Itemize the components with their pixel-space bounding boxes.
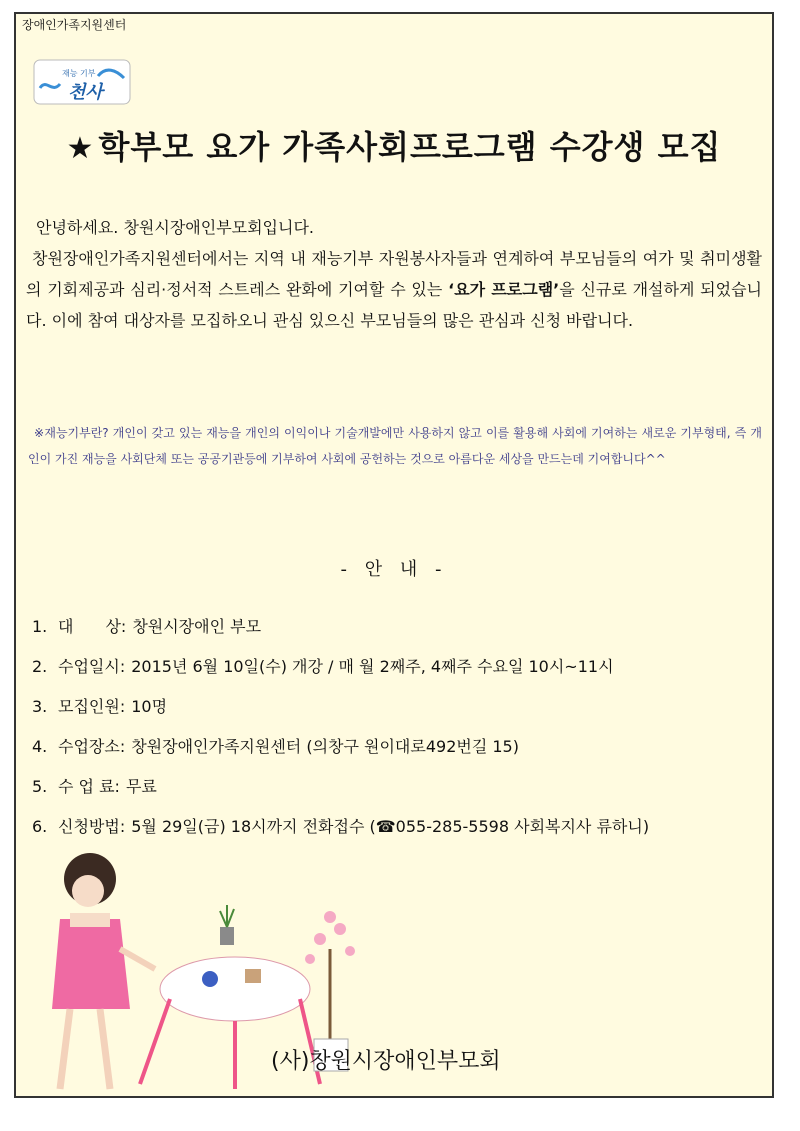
info-item-label: 대 상: <box>58 617 127 636</box>
greeting-text: 안녕하세요. 창원시장애인부모회입니다. <box>36 218 315 237</box>
info-item <box>32 770 762 810</box>
flyer-page <box>14 12 774 1098</box>
info-item-number: 3. <box>32 697 48 716</box>
svg-text:천사: 천사 <box>68 82 103 103</box>
title-text: 학부모 요가 가족사회프로그램 수강생 모집 <box>98 128 722 166</box>
info-section-title: - 안 내 - <box>340 559 448 580</box>
info-item-value: 무료 <box>125 777 157 796</box>
info-item-value: 창원장애인가족지원센터 (의창구 원이대로492번길 15) <box>131 737 519 756</box>
info-item-label: 모집인원: <box>58 697 126 716</box>
info-item-number: 2. <box>32 657 48 676</box>
info-item-label: 신청방법: <box>58 817 126 836</box>
info-item-value: 10명 <box>131 697 168 716</box>
header-org-name: 장애인가족지원센터 <box>22 18 127 32</box>
info-list <box>32 610 762 850</box>
info-item <box>32 650 762 690</box>
info-item-label: 수업일시: <box>58 657 126 676</box>
info-item-label: 수 업 료: <box>58 777 120 796</box>
intro-text-part1: 창원장애인가족지원센터에서는 지역 내 재능기부 자원봉사자들과 연계하여 부모님들의 여가 및 취미생활의 기회제공과 심리·정서적 스트레스 완화에 기여할 수 있는 <box>26 249 762 299</box>
page-title <box>16 122 772 168</box>
footer-org-name: (사)창원시장애인부모회 <box>271 1049 501 1074</box>
info-item-value: 5월 29일(금) 18시까지 전화접수 (☎055-285-5598 사회복지사 류하니) <box>131 817 650 836</box>
info-item-number: 6. <box>32 817 48 836</box>
info-item-number: 4. <box>32 737 48 756</box>
info-item-value: 창원시장애인 부모 <box>132 617 262 636</box>
info-item-label: 수업장소: <box>58 737 126 756</box>
intro-text-part2: 을 신규로 개설하게 되었습니다. 이에 참여 대상자를 모집하오니 관심 있으신 부모님들의 많은 관심과 신청 바랍니다. <box>26 280 762 330</box>
info-item-number: 1. <box>32 617 48 636</box>
info-item <box>32 610 762 650</box>
star-icon: ★ <box>66 131 95 166</box>
info-item-value: 2015년 6월 10일(수) 개강 / 매 월 2째주, 4째주 수요일 10시~11시 <box>131 657 614 676</box>
talent-donation-note: ※재능기부란? 개인이 갖고 있는 재능을 개인의 이익이나 기술개발에만 사용하지 않고 이를 활용해 사회에 기여하는 새로운 기부형태, 즉 개인이 가진 재능을 사회단체 또는 공공기관등에 기부하여 사회에 공헌하는 것으로 아름다운 세상을 만드는데 기여합니다^^ <box>28 426 762 466</box>
talent-donation-angel-logo <box>32 58 132 108</box>
intro-paragraph <box>26 243 762 336</box>
info-item <box>32 690 762 730</box>
svg-text:재능 기부: 재능 기부 <box>62 69 96 78</box>
program-name-emphasis: ‘요가 프로그램’ <box>448 280 560 299</box>
info-item <box>32 730 762 770</box>
info-item-number: 5. <box>32 777 48 796</box>
